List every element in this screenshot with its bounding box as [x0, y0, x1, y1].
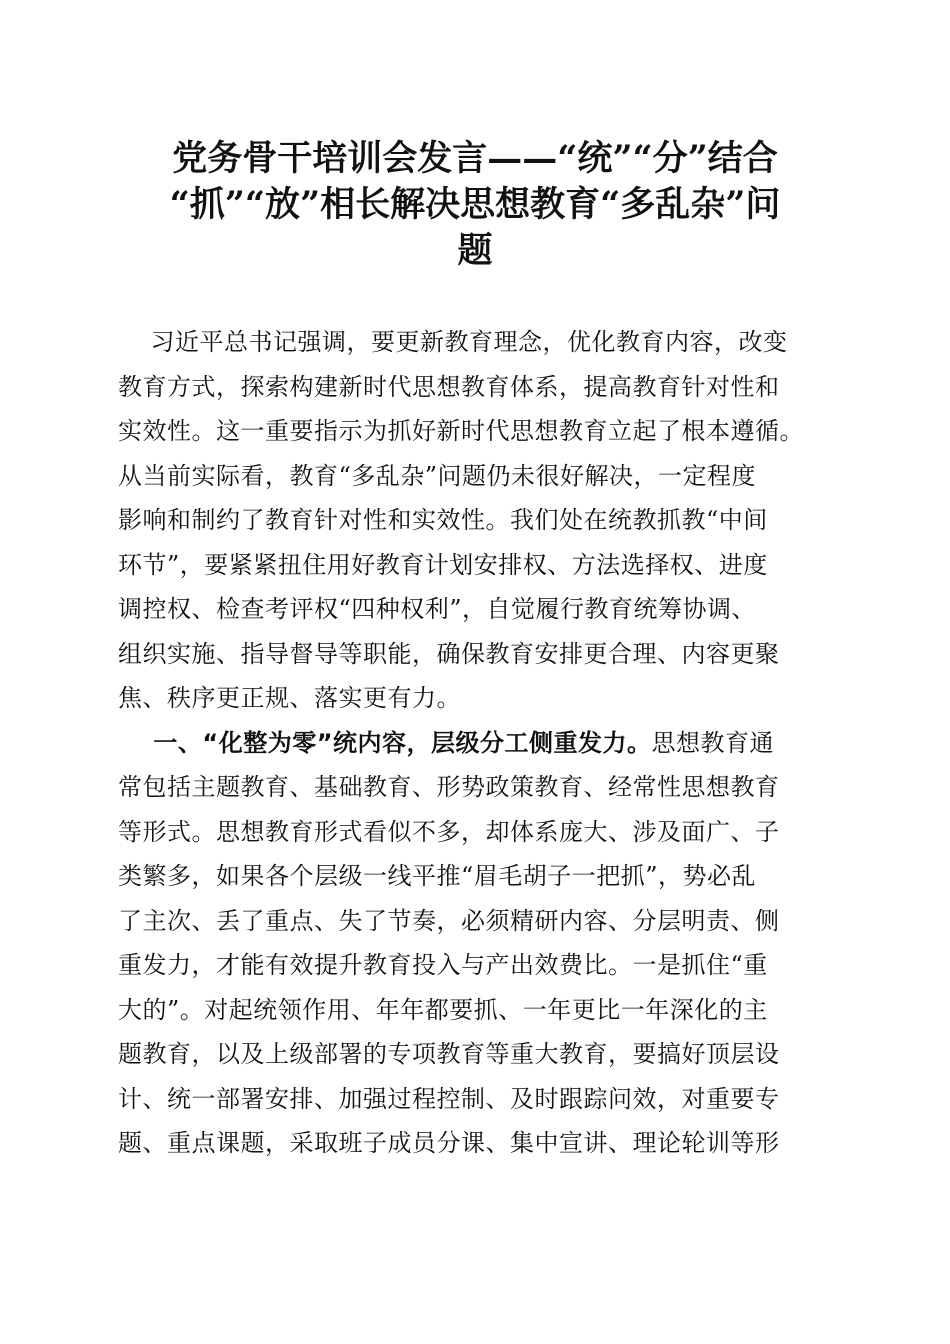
paragraph-line: 大的”。对起统领作用、年年都要抓、一年更比一年深化的主 [118, 995, 768, 1024]
paragraph-text: 思想教育通 [651, 728, 774, 757]
paragraph-line: 了主次、丢了重点、失了节奏，必须精研内容、分层明责、侧 [118, 906, 780, 935]
paragraph-line: 重发力，才能有效提升教育投入与产出效费比。一是抓住“重 [118, 951, 768, 979]
paragraph-line: 从当前实际看，教育“多乱杂”问题仍未很好解决，一定程度 [118, 461, 757, 490]
paragraph-line: 题、重点课题，采取班子成员分课、集中宣讲、理论轮训等形 [118, 1129, 780, 1157]
paragraph-line: 等形式。思想教育形式看似不多，却体系庞大、涉及面广、子 [118, 817, 780, 846]
title-line: 党务骨干培训会发言——“统”“分”结合 [172, 138, 778, 179]
document-body [118, 320, 832, 1166]
section-heading: 一、“化整为零”统内容，层级分工侧重发力。 [118, 728, 652, 757]
title-line: “抓”“放”相长解决思想教育“多乱杂”问 [169, 184, 781, 225]
title-line: 题 [457, 230, 493, 271]
document-title [118, 136, 832, 274]
paragraph-line: 类繁多，如果各个层级一线平推“眉毛胡子一把抓”，势必乱 [118, 862, 757, 890]
paragraph-line: 环节”，要紧紧扭住用好教育计划安排权、方法选择权、进度 [118, 550, 768, 579]
paragraph-line: 影响和制约了教育针对性和实效性。我们处在统教抓教“中间 [118, 506, 768, 534]
section-one-paragraph [118, 721, 832, 1166]
paragraph-line: 习近平总书记强调，要更新教育理念，优化教育内容，改变 [118, 328, 788, 356]
paragraph-line: 实效性。这一重要指示为抓好新时代思想教育立起了根本遵循。 [118, 417, 804, 445]
paragraph-line: 组织实施、指导督导等职能，确保教育安排更合理、内容更聚 [118, 639, 780, 668]
intro-paragraph [118, 320, 832, 721]
section-heading-line [118, 721, 832, 766]
paragraph-line: 计、统一部署安排、加强过程控制、及时跟踪问效，对重要专 [118, 1084, 780, 1113]
paragraph-line: 教育方式，探索构建新时代思想教育体系，提高教育针对性和 [118, 372, 780, 401]
paragraph-line: 调控权、检查考评权“四种权利”，自觉履行教育统筹协调、 [118, 595, 757, 623]
paragraph-line: 常包括主题教育、基础教育、形势政策教育、经常性思想教育 [118, 773, 780, 801]
paragraph-line: 焦、秩序更正规、落实更有力。 [118, 684, 461, 712]
paragraph-line: 题教育，以及上级部署的专项教育等重大教育，要搞好顶层设 [118, 1040, 780, 1068]
